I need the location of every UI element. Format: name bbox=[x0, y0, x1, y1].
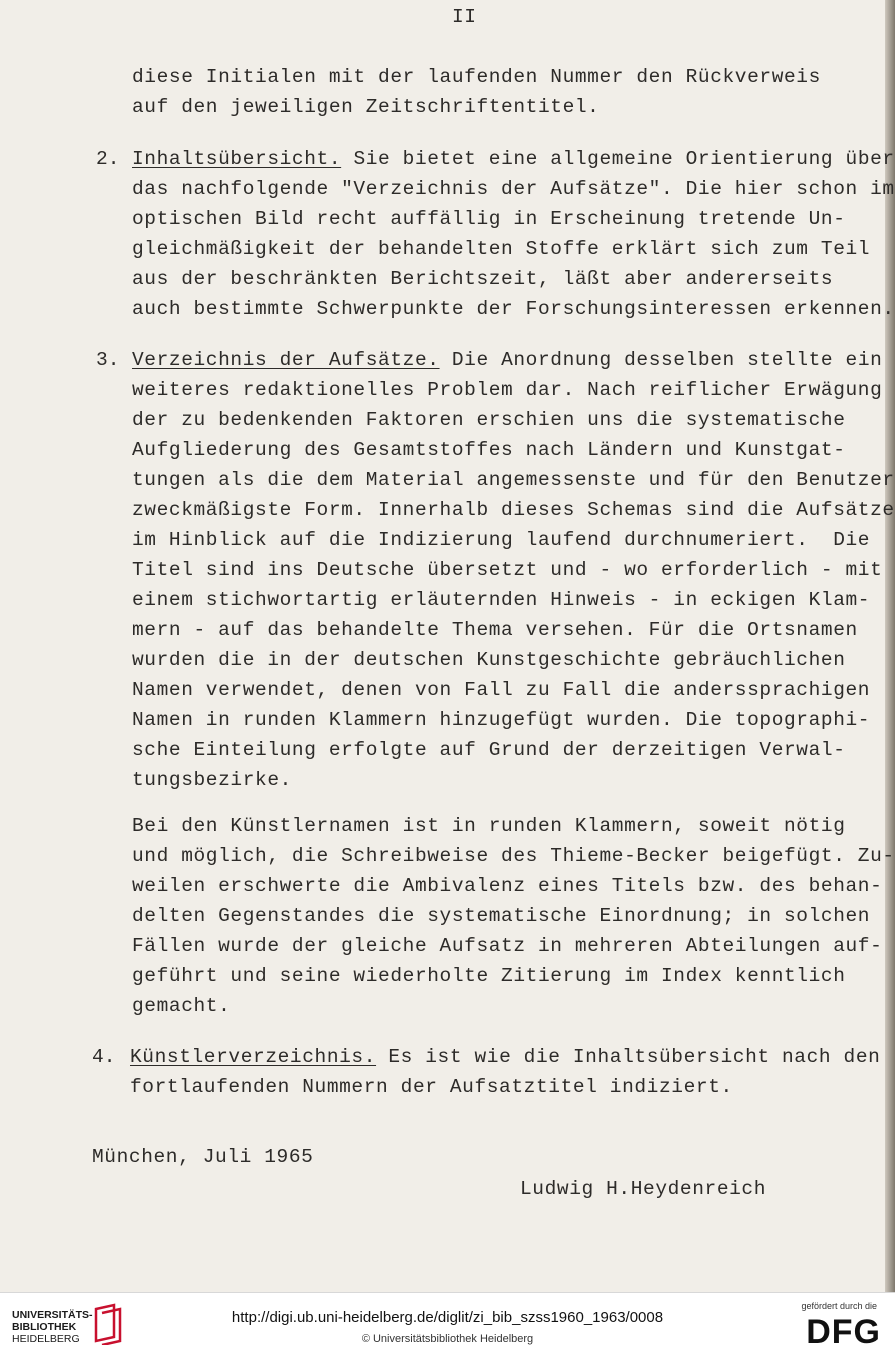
section-4-line: fortlaufenden Nummern der Aufsatztitel indiziert. bbox=[130, 1076, 733, 1098]
library-name-line-1: UNIVERSITÄTS- bbox=[12, 1309, 93, 1321]
section-3-para2-line: weilen erschwerte die Ambivalenz eines Titels bzw. des behan- bbox=[132, 875, 883, 897]
section-3-para2-line: Fällen wurde der gleiche Aufsatz in mehreren Abteilungen auf- bbox=[132, 935, 883, 957]
section-4-first-line bbox=[130, 1046, 880, 1068]
section-3-first-line-rest: Die Anordnung desselben stellte ein bbox=[439, 349, 883, 371]
section-3-line: Namen in runden Klammern hinzugefügt wurden. Die topographi- bbox=[132, 709, 871, 731]
section-2-line: auch bestimmte Schwerpunkte der Forschungsinteressen erkennen. bbox=[132, 298, 895, 320]
library-name-line-2: BIBLIOTHEK bbox=[12, 1321, 77, 1333]
section-4-number: 4. bbox=[92, 1046, 116, 1068]
library-name-line-3: HEIDELBERG bbox=[12, 1333, 80, 1345]
section-2-first-line-rest: Sie bietet eine allgemeine Orientierung über bbox=[341, 148, 895, 170]
section-3-para2-line: gemacht. bbox=[132, 995, 231, 1017]
section-3-line: tungen als die dem Material angemessenste und für den Benutzer bbox=[132, 469, 895, 491]
section-3-line: im Hinblick auf die Indizierung laufend durchnumeriert. Die bbox=[132, 529, 871, 551]
section-3-line: mern - auf das behandelte Thema versehen. Für die Ortsnamen bbox=[132, 619, 858, 641]
source-url-link[interactable]: http://digi.ub.uni-heidelberg.de/diglit/zi_bib_szss1960_1963/0008 bbox=[231, 1309, 664, 1326]
section-2-line: das nachfolgende "Verzeichnis der Aufsätze". Die hier schon im bbox=[132, 178, 895, 200]
page-number: II bbox=[452, 6, 477, 28]
section-3-line: sche Einteilung erfolgte auf Grund der derzeitigen Verwal- bbox=[132, 739, 846, 761]
section-2-line: gleichmäßigkeit der behandelten Stoffe erklärt sich zum Teil bbox=[132, 238, 871, 260]
intro-line-1: diese Initialen mit der laufenden Nummer den Rückverweis bbox=[132, 66, 821, 88]
section-2-first-line bbox=[132, 148, 895, 170]
section-3-para2-line: delten Gegenstandes die systematische Einordnung; in solchen bbox=[132, 905, 871, 927]
viewer-footer bbox=[0, 1292, 895, 1359]
section-2-number: 2. bbox=[96, 148, 120, 170]
copyright-notice: © Universitätsbibliothek Heidelberg bbox=[361, 1333, 534, 1345]
section-3-line: einem stichwortartig erläuternden Hinweis - in eckigen Klam- bbox=[132, 589, 871, 611]
section-3-number: 3. bbox=[96, 349, 120, 371]
section-4-first-line-rest: Es ist wie die Inhaltsübersicht nach den bbox=[376, 1046, 881, 1068]
funding-note: gefördert durch die bbox=[801, 1301, 877, 1311]
section-3-para2-line: geführt und seine wiederholte Zitierung im Index kenntlich bbox=[132, 965, 846, 987]
section-3-heading: Verzeichnis der Aufsätze. bbox=[132, 349, 440, 371]
intro-line-2: auf den jeweiligen Zeitschriftentitel. bbox=[132, 96, 600, 118]
section-3-line: weiteres redaktionelles Problem dar. Nach reiflicher Erwägung bbox=[132, 379, 883, 401]
section-3-line: zweckmäßigste Form. Innerhalb dieses Schemas sind die Aufsätze bbox=[132, 499, 895, 521]
section-3-line: Titel sind ins Deutsche übersetzt und - wo erforderlich - mit bbox=[132, 559, 883, 581]
section-2-line: optischen Bild recht auffällig in Erscheinung tretende Un- bbox=[132, 208, 846, 230]
section-3-line: Namen verwendet, denen von Fall zu Fall die anderssprachigen bbox=[132, 679, 871, 701]
section-3-first-line bbox=[132, 349, 882, 371]
section-3-line: wurden die in der deutschen Kunstgeschichte gebräuchlichen bbox=[132, 649, 846, 671]
signature: Ludwig H.Heydenreich bbox=[520, 1178, 767, 1200]
section-3-line: tungsbezirke. bbox=[132, 769, 292, 791]
section-2-heading: Inhaltsübersicht. bbox=[132, 148, 342, 170]
section-2-line: aus der beschränkten Berichtszeit, läßt aber andererseits bbox=[132, 268, 834, 290]
section-3-para2-line: Bei den Künstlernamen ist in runden Klammern, soweit nötig bbox=[132, 815, 846, 837]
dfg-logo: DFG bbox=[806, 1313, 881, 1351]
place-date: München, Juli 1965 bbox=[92, 1146, 314, 1168]
section-4-heading: Künstlerverzeichnis. bbox=[130, 1046, 377, 1068]
section-3-line: der zu bedenkenden Faktoren erschien uns die systematische bbox=[132, 409, 846, 431]
section-3-line: Aufgliederung des Gesamtstoffes nach Ländern und Kunstgat- bbox=[132, 439, 846, 461]
section-3-para2-line: und möglich, die Schreibweise des Thieme-Becker beigefügt. Zu- bbox=[132, 845, 895, 867]
